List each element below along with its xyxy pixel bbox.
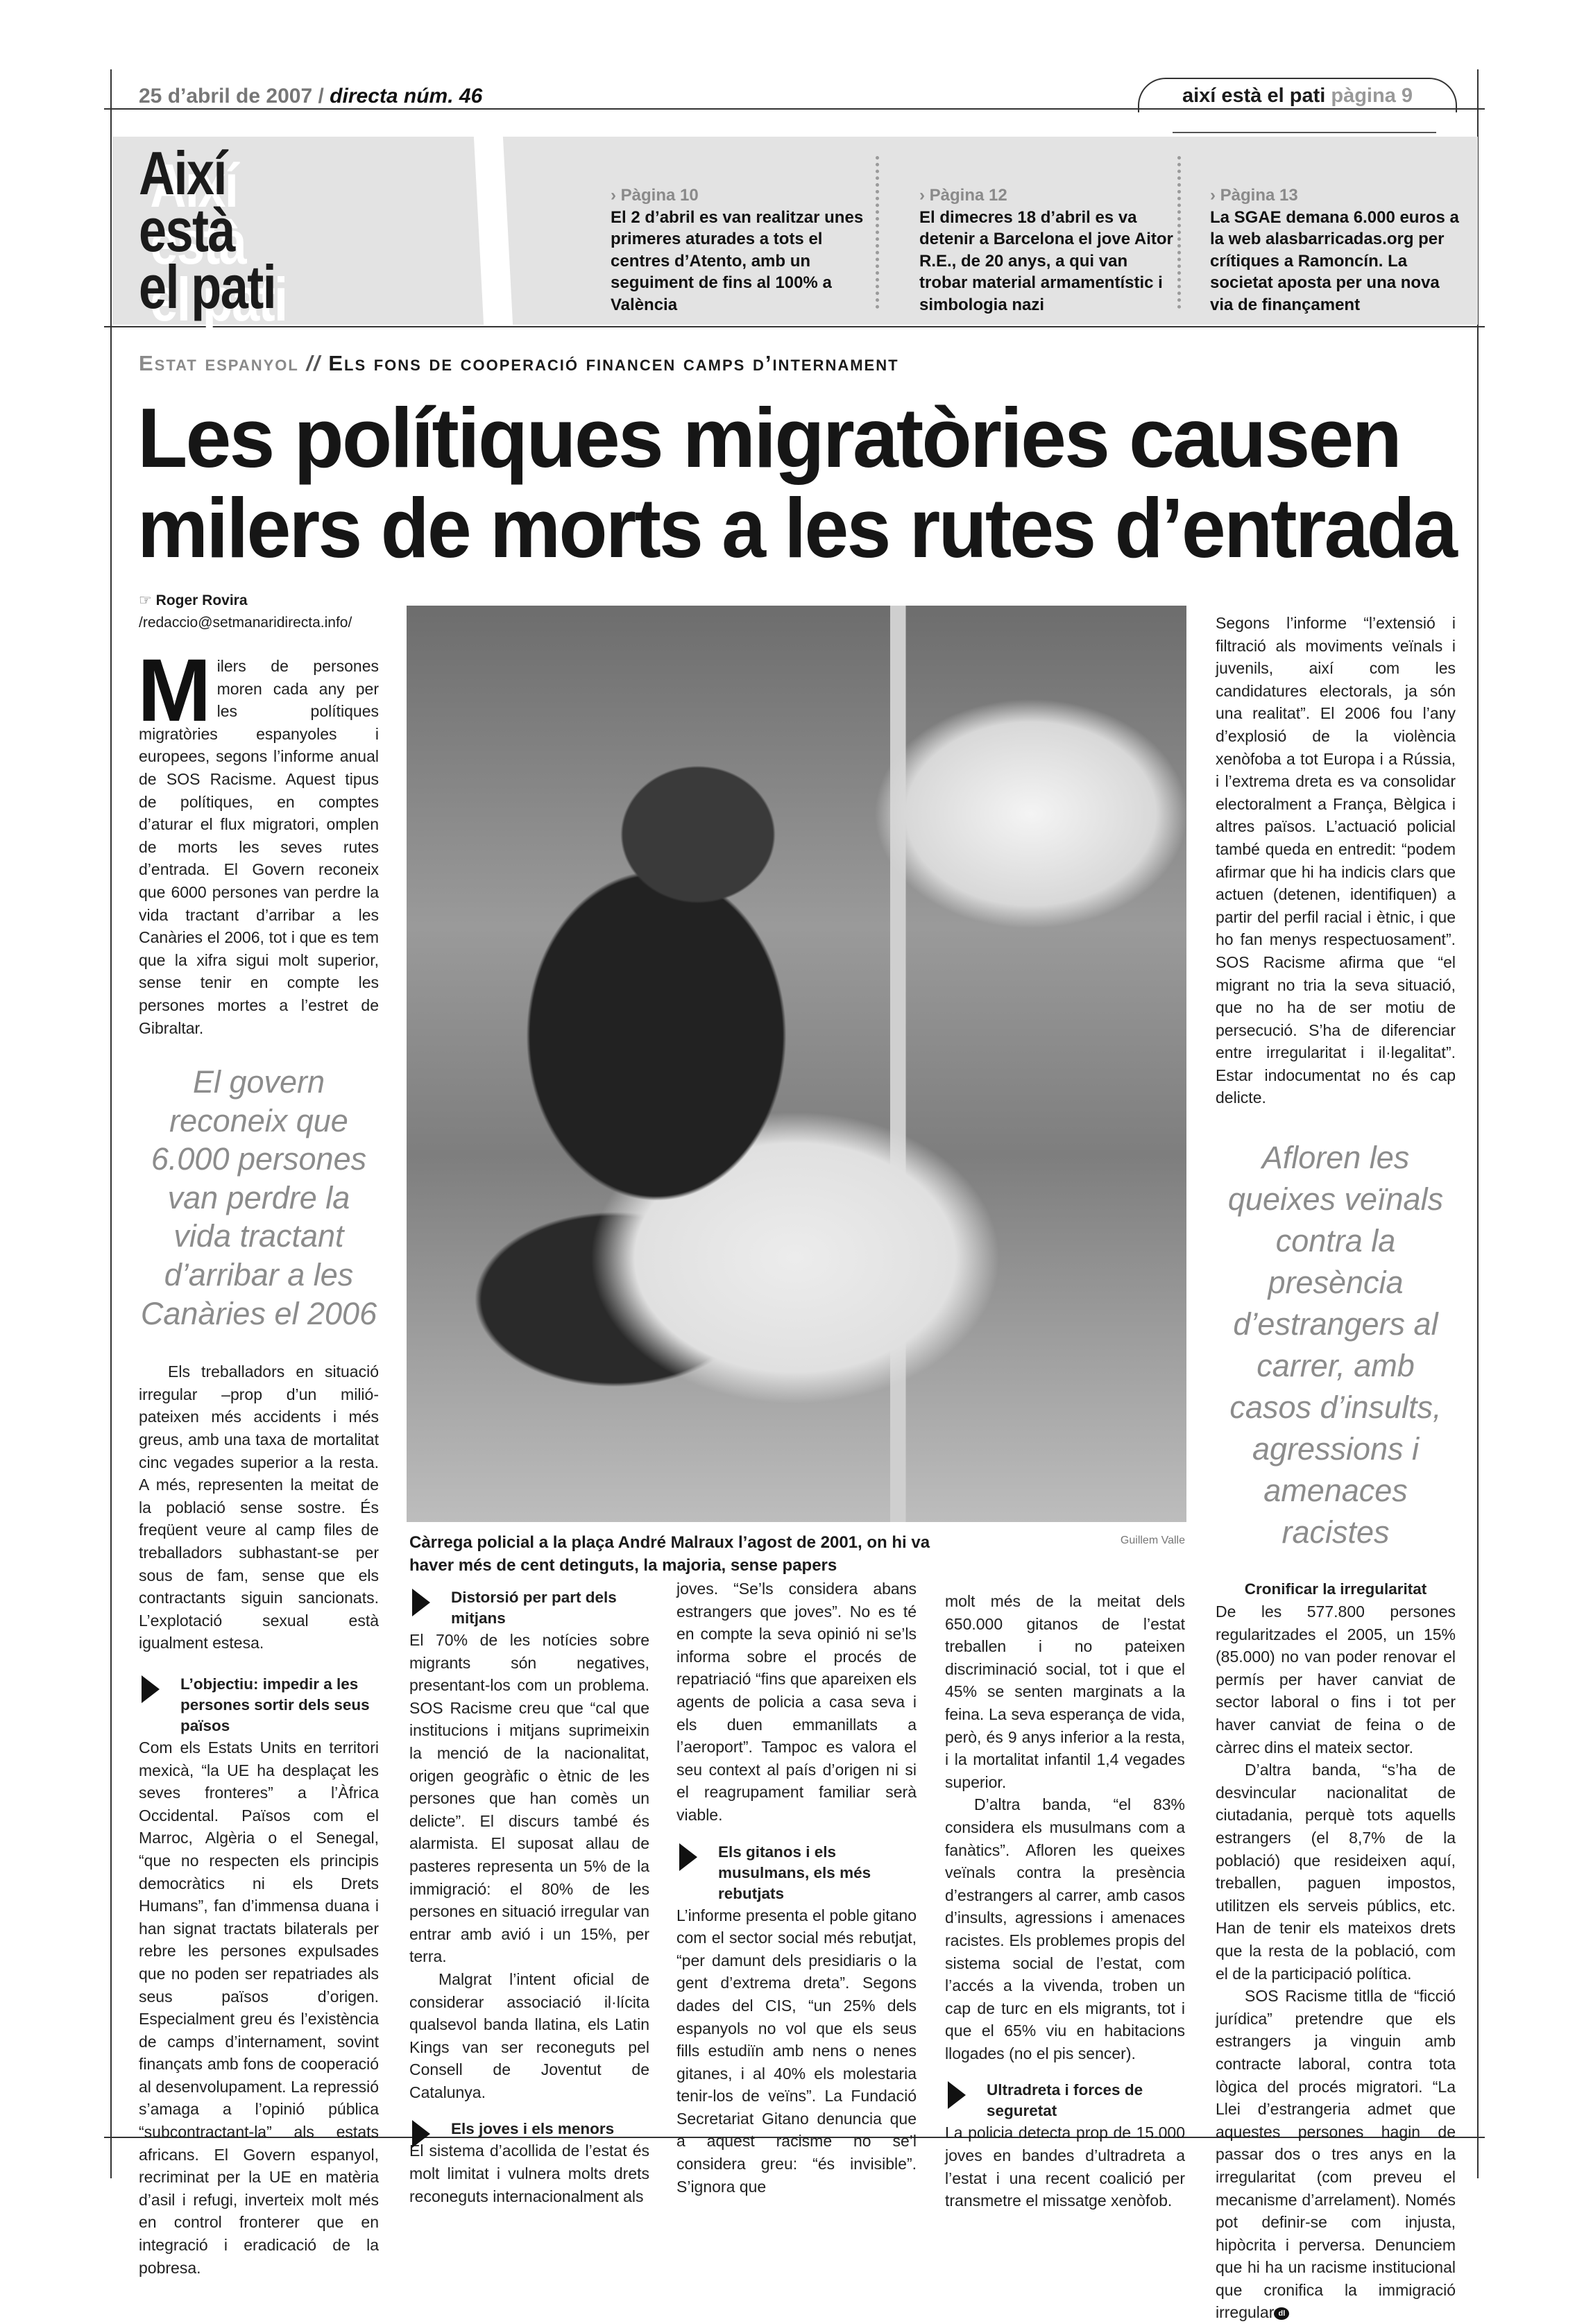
subhead-text: Ultradreta i forces de seguretat [987, 2081, 1143, 2120]
pull-quote-right: Afloren les queixes veïnals contra la presència d’estrangers al carrer, amb casos d’insults, agressions i amenaces racistes [1227, 1140, 1444, 1550]
photo-credit: Guillem Valle [1120, 1535, 1185, 1546]
paragraph: El sistema d’acollida de l’estat és molt limitat i vulnera molts drets reconeguts internacionalment als [409, 2142, 649, 2205]
subhead [409, 1587, 649, 1629]
paragraph: D’altra banda, “el 83% considera els musulmans com a fanàtics”. Afloren les queixes veïnals contra la presència d’estrangers al carrer, amb casos d’insults, agressions i amenaces racistes. Els problemes propis del sistema social de l’estat, com l’accés a la vivenda, troben un cap de turc en els migrants, tot i que el 65% viu en habitacions llogades (no el pis sencer). [945, 1795, 1185, 2062]
triangle-bullet-icon [412, 2120, 430, 2148]
paragraph: Els treballadors en situació irregular –prop d’un milió- pateixen més accidents i més greus, amb una taxa de mortalitat cinc vegades superior a la resta. A més, representen la meitat de la població sense sostre. És freqüent veure al camp files de treballadors subhastant-se per sous de fam, sense que els contractants siguin sancionats. L’explotació sexual està igualment estesa. [139, 1362, 379, 1652]
subhead [139, 1674, 379, 1736]
paragraph-text: SOS Racisme titlla de “ficció jurídica” pretendre que els estrangers ja vinguin amb contracte laboral, contra tota lògica del procés migratori. “La Llei d’estrangeria admet que aquestes persones hagin de passar dos o tres anys en la irregularitat (com preveu el mecanisme d’arrelament). Només pot definir-se com injusta, hipòcrita i perversa. Denunciem que hi ha un racisme institucional que cronifica la immigració irregular [1216, 1987, 1456, 2322]
kicker-separator: // [306, 351, 321, 375]
triangle-bullet-icon [948, 2081, 966, 2109]
subhead-text: Distorsió per part dels mitjans [451, 1589, 617, 1627]
teaser-page-link[interactable]: › Pàgina 12 [919, 186, 1007, 205]
teaser-page-link[interactable]: › Pàgina 13 [1210, 186, 1298, 205]
header-separator: / [318, 85, 324, 108]
column-3 [676, 1578, 917, 2198]
band-top-rule [1173, 132, 1436, 133]
subhead [945, 2080, 1185, 2121]
section-title-line: està [139, 196, 235, 264]
teaser-page-10[interactable] [611, 185, 867, 316]
column-5 [1216, 612, 1456, 2324]
issue-number: directa núm. 46 [330, 85, 483, 108]
section-title-line: Així [139, 139, 226, 207]
paragraph: De les 577.800 persones regularitzades el 2005, un 15% (85.000) no van poder renovar el permís per haver canviat de sector laboral o fins i tot per haver canviat de feina o de càrrec dins el mateix sector. [1216, 1603, 1456, 1757]
teaser-page-12[interactable] [919, 185, 1176, 316]
paragraph: Segons l’informe “l’extensió i filtració als moviments veïnals i juvenils, així com les candidatures electorals, ja són una realitat”. El 2006 fou l’any d’explosió de la violència xenòfoba a tot Europa i a Rússia, i l’extrema dreta es va consolidar electoralment a França, Bèlgica i altres països. L’actuació policial també queda en entredit: “podem afirmar que hi ha indicis clars que actuen (detenen, identifiquen) a partir del perfil racial i ètnic, i que ho fan menys respectuosament”. SOS Racisme afirma que “el migrant no tria la seva situació, que no ha de ser motiu de persecució. S’ha de diferenciar entre irregularitat i il·legalitat”. Estar indocumentat no és cap delicte. [1216, 614, 1456, 1107]
teaser-page-link[interactable]: › Pàgina 10 [611, 186, 699, 205]
article-kicker [139, 351, 899, 376]
teaser-text: El dimecres 18 d’abril es va detenir a Barcelona el jove Aitor R.E., de 20 anys, a qui van trobar material armamentístic i simbologia nazi [919, 207, 1173, 314]
paragraph: L’informe presenta el poble gitano com el sector social més rebutjat, “per damunt dels presidiaris o la gent d’extrema dreta”. Segons dades del CIS, “un 25% dels espanyols no vol que els seus fills estudiïn amb nens o nenes gitanes, i al 40% els molestaria tenir-los de veïns”. La Fundació Secretariat Gitano denuncia que a aquest racisme no se’l considera greu: “és invisible”. S’ignora que [676, 1906, 917, 2196]
section-tab [1138, 78, 1457, 112]
paragraph: Com els Estats Units en territori mexicà, “la UE ha desplaçat les seves fronteres” a l’Àfrica Occidental. Països com el Marroc, Algèria o el Senegal, “que no respecten els principis democràtics ni els Drets Humans”, fan d’immensa duana i han signat tractats bilaterals per rebre les persones expulsades que no poden ser repatriades als seus països d’origen. Especialment greu és l’existència de camps d’internament, sovint finançats amb fons de cooperació al desenvolupament. La repressió s’amaga a l’opinió pública “subcontractant-la” als estats africans. El Govern espanyol, recriminat per la UE en matèria d’asil i refugi, inverteix molt més en control fronterer que en integració i eradicació de la pobresa. [139, 1738, 379, 2277]
triangle-bullet-icon [142, 1675, 160, 1703]
lead-paragraph: ilers de persones moren cada any per les polítiques migratòries espanyoles i europees, segons l’informe anual de SOS Racisme. Aquest tipus de polítiques, en comptes d’aturar el flux migratori, omplen de morts les seves rutes d’entrada. El Govern reconeix que 6000 persones van perdre la vida tractant d’arribar a les Canàries el 2006, tot i que es tem que la xifra sigui molt superior, sense tenir en compte les persones mortes a l’estret de Gibraltar. [139, 657, 379, 1037]
news-photo [407, 606, 1186, 1522]
frame-left-rule [110, 69, 112, 2178]
byline [139, 590, 352, 634]
paragraph: molt més de la meitat dels 650.000 gitanos de l’estat treballen i no pateixen discriminació social, tot i que el 45% se senten marginats a la feina. La seva esperança de vida, però, és 9 anys inferior a la resta, i la mortalitat infantil 1,4 vegades superior. [945, 1592, 1185, 1791]
subhead-text: Els gitanos i els musulmans, els més rebutjats [718, 1843, 871, 1902]
teaser-page-13[interactable] [1210, 185, 1467, 316]
subhead: Cronificar la irregularitat [1244, 1580, 1427, 1598]
kicker-topic: Els fons de cooperació financen camps d’internament [328, 351, 899, 375]
section-name: així està el pati [1182, 85, 1326, 107]
triangle-bullet-icon [679, 1843, 697, 1871]
photo-caption: Càrrega policial a la plaça André Malraux l’agost de 2001, on hi va haver més de cent detinguts, la majoria, sense papers [409, 1533, 930, 1575]
kicker-section: Estat espanyol [139, 351, 299, 375]
paragraph [1216, 1985, 1456, 2324]
page-number: pàgina 9 [1331, 85, 1413, 107]
author-name: Roger Rovira [155, 592, 248, 608]
issue-date: 25 d’abril de 2007 [139, 85, 313, 108]
band-bottom-rule [104, 326, 1485, 327]
subhead [409, 2119, 649, 2139]
subhead-text: L’objectiu: impedir a les persones sortir dels seus països [180, 1675, 370, 1734]
paragraph: Malgrat l’intent oficial de considerar associació il·lícita qualsevol banda llatina, els Latin Kings van ser reconeguts pel Consell de Joventut de Catalunya. [409, 1970, 649, 2101]
teaser-divider [876, 156, 879, 309]
headline-line-2: milers de morts a les rutes d’entrada [137, 481, 1456, 575]
paragraph: El 70% de les notícies sobre migrants són negatives, presentant-los com un problema. SOS Racisme creu que “cal que institucions i mitjans suprimeixin la menció de la nacionalitat, origen geogràfic o ètnic de les persones que han comès un delicte”. El discurs també és alarmista. El suposat allau de pasteres representa un 5% de la immigració: el 80% de les persones en situació irregular van entrar amb avió i un 15%, per terra. [409, 1631, 649, 1966]
headline-line-1: Les polítiques migratòries causen [137, 391, 1400, 485]
subhead-text: Els joves i els menors [451, 2120, 615, 2138]
teaser-text: El 2 d’abril es van realitzar unes primeres aturades a tots el centres d’Atento, amb un seguiment de fins al 100% a València [611, 207, 864, 314]
column-2 [409, 1579, 649, 2207]
teaser-text: La SGAE demana 6.000 euros a la web alasbarricadas.org per crítiques a Ramoncín. La societat aposta per una nova via de finançament [1210, 207, 1459, 314]
author-email[interactable]: /redaccio@setmanaridirecta.info/ [139, 615, 352, 631]
section-title-line: el pati [139, 253, 276, 321]
column-1 [137, 641, 379, 2279]
end-mark-logo-icon: dl [1274, 2307, 1289, 2320]
paragraph: La policia detecta prop de 15.000 joves en bandes d’ultradreta a l’estat i una recent coalició per transmetre el missatge xenòfob. [945, 2124, 1185, 2210]
pull-quote-left: El govern reconeix que 6.000 persones van perdre la vida tractant d’arribar a les Canàries el 2006 [140, 1064, 377, 1331]
issue-header [139, 85, 482, 108]
frame-right-rule [1477, 69, 1479, 2178]
column-4 [945, 1590, 1185, 2212]
subhead [676, 1842, 917, 1904]
paragraph: D’altra banda, “s’ha de desvincular nacionalitat de ciutadania, perquè tots aquells estrangers (el 8,7% de la població) que resideixen aquí, treballen, paguen impostos, utilitzen els serveis públics, etc. Han de tenir els mateixos drets que la resta de la població, com el de la participació política. [1216, 1761, 1456, 1983]
paragraph: joves. “Se’ls considera abans estrangers que joves”. No es té en compte la seva opinió ni se’ls informa sobre el procés de repatriació “fins que apareixen els agents de policia a casa seva i els duen emmanillats a l’aeroport”. Tampoc es valora el seu context al país d’origen ni si el reagrupament familiar serà viable. [676, 1580, 917, 1824]
triangle-bullet-icon [412, 1589, 430, 1616]
pen-icon: ☞ [139, 592, 152, 608]
drop-cap: M [137, 641, 212, 740]
teaser-divider [1177, 156, 1181, 309]
